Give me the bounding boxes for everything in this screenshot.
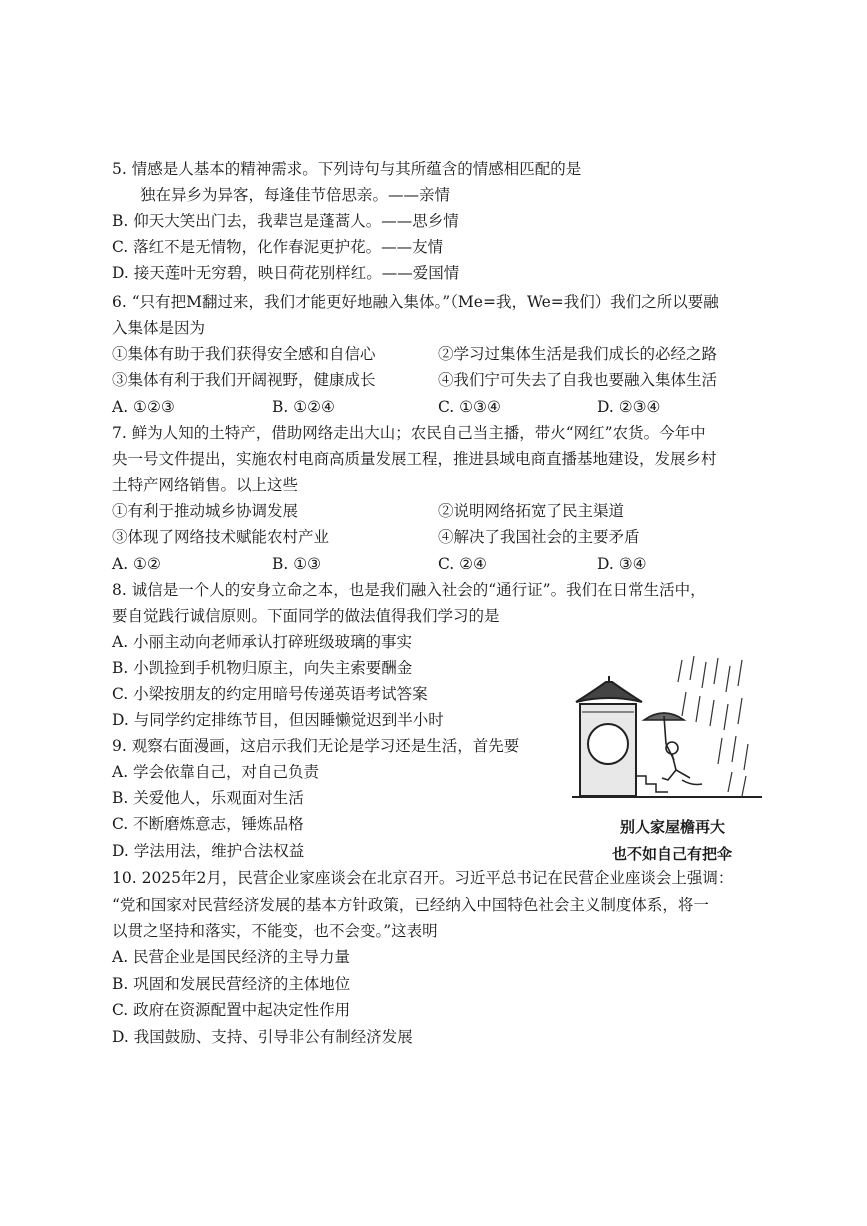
q9-stem: 9. 观察右面漫画，这启示我们无论是学习还是生活，首先要 xyxy=(112,737,520,755)
q5-option-b: B. 仰天大笑出门去，我辈岂是蓬蒿人。——思乡情 xyxy=(112,212,459,230)
q6-statement-4: ④我们宁可失去了自我也要融入集体生活 xyxy=(438,371,718,389)
q8-stem-line1: 8. 诚信是一个人的安身立命之本，也是我们融入社会的“通行证”。我们在日常生活中， xyxy=(112,581,706,599)
q6-option-b: B. ①②④ xyxy=(272,398,335,416)
q7-stem-line2: 央一号文件提出，实施农村电商高质量发展工程，推进县域电商直播基地建设，发展乡村 xyxy=(112,450,717,468)
cartoon-caption-line2: 也不如自己有把伞 xyxy=(612,845,733,863)
q10-stem-line3: 以贯之坚持和落实，不能变，也不会变。”这表明 xyxy=(112,922,438,940)
q9-option-d: D. 学法用法，维护合法权益 xyxy=(112,842,305,860)
q6-stem-line1: 6. “只有把M翻过来，我们才能更好地融入集体。”（Me=我，We=我们）我们之所以要融 xyxy=(112,293,719,311)
q7-option-c: C. ②④ xyxy=(438,555,487,573)
q6-option-a: A. ①②③ xyxy=(112,398,175,416)
q7-stem-line1: 7. 鲜为人知的土特产，借助网络走出大山；农民自己当主播，带火“网红”农货。今年中 xyxy=(112,424,706,442)
q8-option-d: D. 与同学约定排练节目，但因睡懒觉迟到半小时 xyxy=(112,711,444,729)
q10-stem-line2: “党和国家对民营经济发展的基本方针政策，已经纳入中国特色社会主义制度体系，将一 xyxy=(112,896,709,914)
q7-statement-3: ③体现了网络技术赋能农村产业 xyxy=(112,528,330,546)
q9-option-a: A. 学会依靠自己，对自己负责 xyxy=(112,763,320,781)
q8-option-a: A. 小丽主动向老师承认打碎班级玻璃的事实 xyxy=(112,633,413,651)
q7-stem-line3: 土特产网络销售。以上这些 xyxy=(112,476,299,494)
pavilion-roof xyxy=(576,676,642,702)
q7-statement-2: ②说明网络拓宽了民主渠道 xyxy=(438,502,625,520)
q7-statement-4: ④解决了我国社会的主要矛盾 xyxy=(438,528,640,546)
q10-option-a: A. 民营企业是国民经济的主导力量 xyxy=(112,948,351,966)
q5-option-c: C. 落红不是无情物，化作春泥更护花。——友情 xyxy=(112,238,444,256)
running-figure-with-umbrella xyxy=(644,713,702,785)
q6-stem-line2: 入集体是因为 xyxy=(112,319,206,337)
q9-option-b: B. 关爱他人，乐观面对生活 xyxy=(112,789,304,807)
q10-option-c: C. 政府在资源配置中起决定性作用 xyxy=(112,1001,351,1019)
q10-stem-line1: 10. 2025年2月，民营企业家座谈会在北京召开。习近平总书记在民营企业座谈会上强调： xyxy=(112,869,734,887)
q5-stem: 5. 情感是人基本的精神需求。下列诗句与其所蕴含的情感相匹配的是 xyxy=(112,160,582,178)
q10-option-b: B. 巩固和发展民营经济的主体地位 xyxy=(112,975,351,993)
q6-option-d: D. ②③④ xyxy=(597,398,661,416)
q7-option-b: B. ①③ xyxy=(272,555,322,573)
q7-statement-1: ①有利于推动城乡协调发展 xyxy=(112,502,299,520)
rain-lines xyxy=(678,656,748,796)
q5-option-d: D. 接天莲叶无穷碧，映日荷花别样红。——爱国情 xyxy=(112,264,460,282)
q7-option-a: A. ①② xyxy=(112,555,161,573)
q8-option-c: C. 小梁按朋友的约定用暗号传递英语考试答案 xyxy=(112,685,428,703)
q6-option-c: C. ①③④ xyxy=(438,398,501,416)
q8-stem-line2: 要自觉践行诚信原则。下面同学的做法值得我们学习的是 xyxy=(112,607,500,625)
q6-statement-1: ①集体有助于我们获得安全感和自信心 xyxy=(112,345,376,363)
cartoon-caption-line1: 别人家屋檐再大 xyxy=(620,818,726,836)
q7-option-d: D. ③④ xyxy=(597,555,647,573)
wall-gate xyxy=(580,704,636,796)
q6-statement-2: ②学习过集体生活是我们成长的必经之路 xyxy=(438,345,718,363)
q9-option-c: C. 不断磨炼意志，锤炼品格 xyxy=(112,815,304,833)
q5-option-a: 独在异乡为异客，每逢佳节倍思亲。——亲情 xyxy=(140,186,451,204)
q10-option-d: D. 我国鼓励、支持、引导非公有制经济发展 xyxy=(112,1028,413,1046)
q8-option-b: B. 小凯捡到手机物归原主，向失主索要酬金 xyxy=(112,659,413,677)
q6-statement-3: ③集体有利于我们开阔视野，健康成长 xyxy=(112,371,376,389)
